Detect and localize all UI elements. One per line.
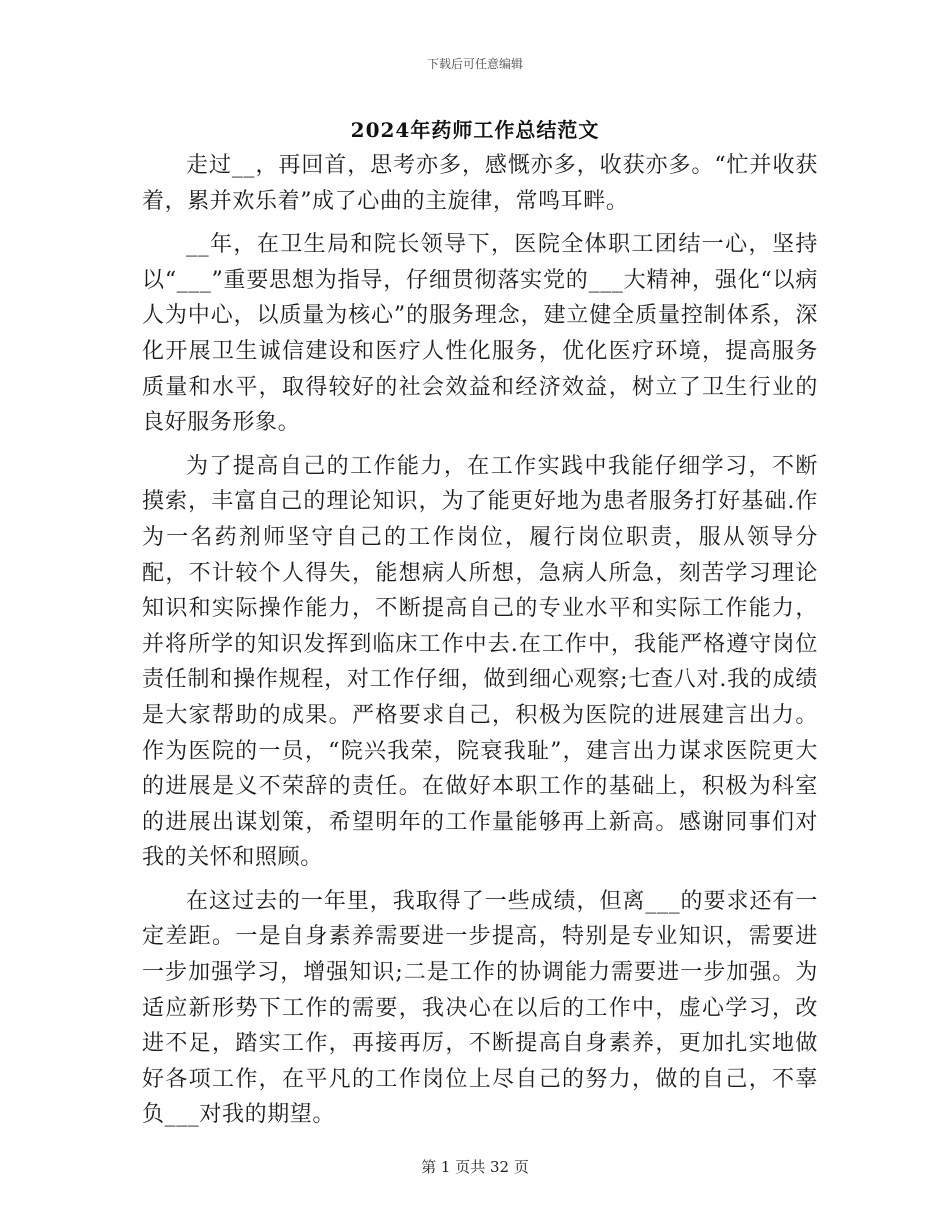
page-number-footer: 第 1 页共 32 页 bbox=[421, 1158, 529, 1176]
paragraph-1: 走过__，再回首，思考亦多，感慨亦多，收获亦多。“忙并收获着，累并欢乐着”成了心曲的主旋律，常鸣耳畔。 bbox=[142, 153, 818, 214]
paragraph-3: 为了提高自己的工作能力，在工作实践中我能仔细学习，不断摸索，丰富自己的理论知识，为了能更好地为患者服务打好基础.作为一名药剂师坚守自己的工作岗位，履行岗位职责，服从领导分配，不计较个人得失，能想病人所想，急病人所急，刻苦学习理论知识和实际操作能力，不断提高自己的专业水平和实际工作能力，并将所学的知识发挥到临床工作中去.在工作中，我能严格遵守岗位责任制和操作规程，对工作仔细，做到细心观察;七查八对.我的成绩是大家帮助的成果。严格要求自己，积极为医院的进展建言出力。作为医院的一员，“院兴我荣，院衰我耻”，建言出力谋求医院更大的进展是义不荣辞的责任。在做好本职工作的基础上，积极为科室的进展出谋划策，希望明年的工作量能够再上新高。感谢同事们对我的关怀和照顾。 bbox=[142, 453, 818, 871]
document-body bbox=[142, 148, 818, 1141]
document-title: 2024年药师工作总结范文 bbox=[350, 118, 600, 142]
paragraph-2: __年，在卫生局和院长领导下，医院全体职工团结一心，坚持以“___”重要思想为指导，仔细贯彻落实党的___大精神，强化“以病人为中心，以质量为核心”的服务理念，建立健全质量控制体系，深化开展卫生诚信建设和医疗人性化服务，优化医疗环境，提高服务质量和水平，取得较好的社会效益和经济效益，树立了卫生行业的良好服务形象。 bbox=[142, 232, 818, 436]
header-note: 下载后可任意编辑 bbox=[426, 57, 523, 71]
paragraph-4: 在这过去的一年里，我取得了一些成绩，但离___的要求还有一定差距。一是自身素养需要进一步提高，特别是专业知识，需要进一步加强学习，增强知识;二是工作的协调能力需要进一步加强。为适应新形势下工作的需要，我决心在以后的工作中，虚心学习，改进不足，踏实工作，再接再厉，不断提高自身素养，更加扎实地做好各项工作，在平凡的工作岗位上尽自己的努力，做的自己，不辜负___对我的期望。 bbox=[142, 888, 818, 1128]
